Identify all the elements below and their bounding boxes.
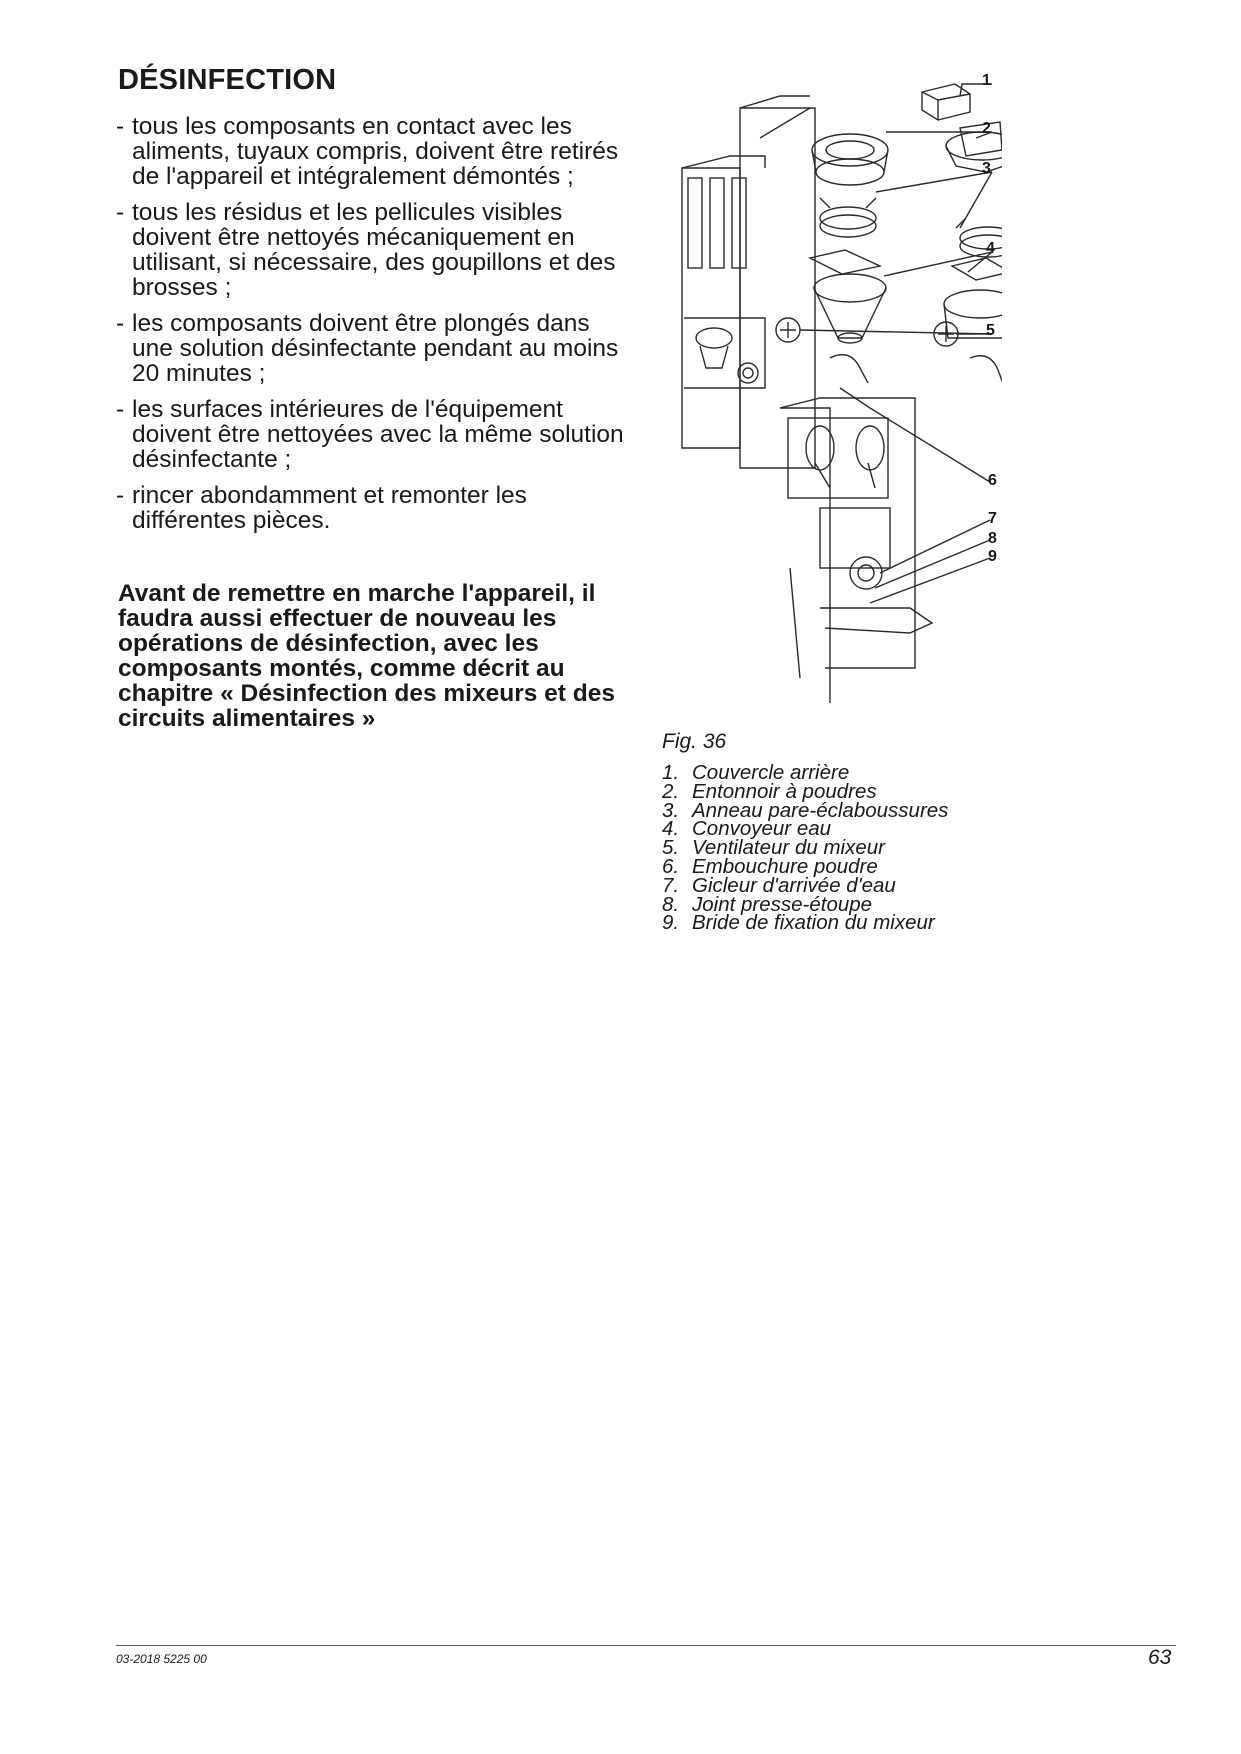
instruction-item (116, 114, 636, 189)
figure-caption: Fig. 36 (662, 730, 727, 753)
callout-1: 1 (982, 72, 991, 89)
instruction-item (116, 200, 636, 300)
instruction-text: les composants doivent être plongés dans une solution désinfectante pendant au moins 20 minutes ; (132, 310, 619, 387)
callout-7: 7 (988, 510, 997, 527)
legend-number: 7. (662, 873, 680, 897)
instruction-item (116, 397, 636, 472)
exploded-diagram (670, 68, 1002, 703)
callout-8: 8 (988, 530, 997, 547)
bullet-dash: - (116, 310, 125, 337)
legend-text: Couvercle arrière (692, 761, 850, 784)
instruction-list (116, 114, 636, 544)
legend-item (662, 911, 948, 935)
legend-text: Convoyeur eau (692, 817, 832, 841)
legend-text: Anneau pare-éclaboussures (692, 798, 949, 822)
legend-number: 5. (662, 836, 680, 860)
bullet-dash: - (116, 482, 125, 509)
section-title: DÉSINFECTION (118, 64, 337, 96)
instruction-text: les surfaces intérieures de l'équipement doivent être nettoyées avec la même solution désinfectante ; (132, 396, 624, 473)
figure-legend (662, 761, 949, 935)
legend-text: Joint presse-étoupe (692, 892, 873, 916)
legend-number: 6. (662, 854, 680, 878)
document-reference: 03-2018 5225 00 (116, 1652, 207, 1666)
instruction-text: tous les résidus et les pellicules visibles doivent être nettoyés mécaniquement en utilisant, si nécessaire, des goupillons et des brosses ; (132, 199, 616, 301)
mixer-parts-drawing (670, 68, 1002, 703)
legend-text: Bride de fixation du mixeur (692, 911, 935, 935)
legend-number: 1. (662, 761, 680, 784)
legend-number: 8. (662, 892, 680, 916)
legend-text: Gicleur d'arrivée d'eau (692, 873, 896, 897)
callout-2: 2 (982, 120, 991, 137)
legend-text: Entonnoir à poudres (692, 779, 877, 803)
legend-number: 3. (662, 798, 680, 822)
warning-paragraph: Avant de remettre en marche l'appareil, il faudra aussi effectuer de nouveau les opérations de désinfection, avec les composants montés, comme décrit au chapitre « Désinfection des mixeurs et des circuits alimentaires » (118, 580, 615, 732)
callout-6: 6 (988, 472, 997, 489)
instruction-item (116, 311, 636, 386)
callout-9: 9 (988, 548, 997, 565)
page-number: 63 (1148, 1646, 1172, 1669)
footer-divider (116, 1645, 1176, 1646)
callout-3: 3 (982, 160, 991, 177)
bullet-dash: - (116, 396, 125, 423)
bullet-dash: - (116, 199, 125, 226)
legend-text: Embouchure poudre (692, 854, 878, 878)
bullet-dash: - (116, 113, 125, 140)
instruction-item (116, 483, 636, 533)
instruction-text: rincer abondamment et remonter les différentes pièces. (132, 482, 527, 534)
legend-number: 4. (662, 817, 680, 841)
callout-4: 4 (986, 240, 995, 257)
legend-text: Ventilateur du mixeur (692, 836, 885, 860)
legend-number: 2. (662, 779, 680, 803)
callout-5: 5 (986, 322, 995, 339)
instruction-text: tous les composants en contact avec les aliments, tuyaux compris, doivent être retirés de l'appareil et intégralement démontés ; (132, 113, 619, 190)
legend-number: 9. (662, 911, 680, 935)
